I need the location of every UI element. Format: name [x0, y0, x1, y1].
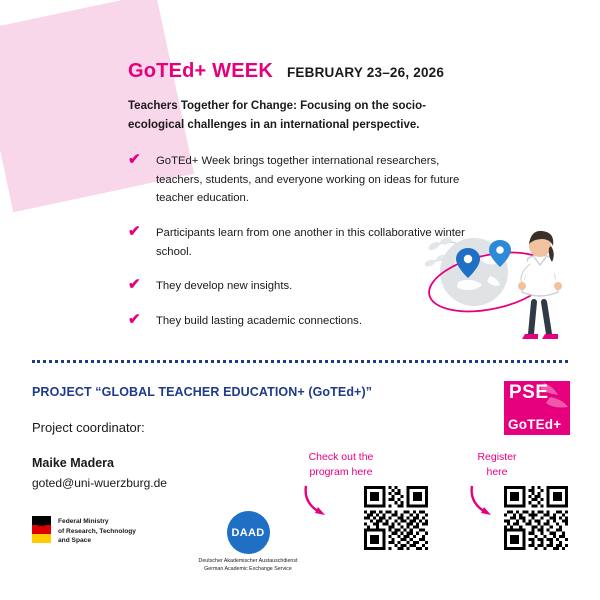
daad-subtitle-en: German Academic Exchange Service [204, 565, 292, 572]
curved-arrow-icon [468, 484, 502, 520]
federal-eagle-icon [32, 516, 51, 543]
cta-program[interactable] [298, 450, 384, 479]
federal-ministry-logo [32, 516, 136, 546]
list-item-text: Participants learn from one another in this collaborative winter school. [156, 226, 465, 258]
checkmark-icon: ✔ [128, 151, 141, 168]
project-footer-section [0, 368, 600, 600]
daad-subtitle [188, 558, 308, 574]
checkmark-icon: ✔ [128, 276, 141, 294]
checkmark-icon: ✔ [128, 310, 141, 328]
event-dates: FEBRUARY 23–26, 2026 [286, 65, 445, 80]
coordinator-name: Maike Madera [32, 456, 114, 470]
project-title: PROJECT “GLOBAL TEACHER EDUCATION+ (GoTEd+)” [32, 385, 373, 399]
pse-logo-text: PSE [509, 382, 549, 403]
cta-register-label: Register here [477, 451, 517, 478]
daad-subtitle-de: Deutscher Akademischer Austauschdienst [198, 558, 298, 564]
list-item [128, 152, 488, 208]
coordinator-label: Project coordinator: [32, 420, 145, 435]
cta-register[interactable] [468, 450, 526, 479]
program-qr-code[interactable] [364, 486, 428, 550]
curved-arrow-icon [302, 484, 336, 520]
cta-program-label: Check out the program here [308, 451, 374, 478]
page-title: GoTEd+ WEEK [128, 60, 273, 82]
dotted-divider [32, 360, 568, 364]
daad-logo [188, 511, 308, 574]
list-item-text: They build lasting academic connections. [156, 314, 362, 327]
coordinator-email[interactable]: goted@uni-wuerzburg.de [32, 476, 167, 490]
woman-with-globe-and-map-pins-illustration [412, 210, 582, 345]
list-item-text: GoTEd+ Week brings together international researchers, teachers, students, and everyone working on ideas for future teacher education. [156, 155, 460, 205]
list-item-text: They develop new insights. [156, 280, 293, 293]
event-subtitle: Teachers Together for Change: Focusing on the socio-ecological challenges in an international perspective. [128, 100, 426, 131]
checkmark-icon: ✔ [128, 222, 141, 240]
pse-goted-logo [504, 381, 570, 435]
ministry-name: Federal Ministry of Research, Technology and Space [58, 518, 136, 545]
goted-logo-text: GoTEd+ [508, 417, 562, 432]
register-qr-code[interactable] [504, 486, 568, 550]
daad-acronym: DAAD [227, 511, 270, 554]
title-row [128, 60, 444, 83]
